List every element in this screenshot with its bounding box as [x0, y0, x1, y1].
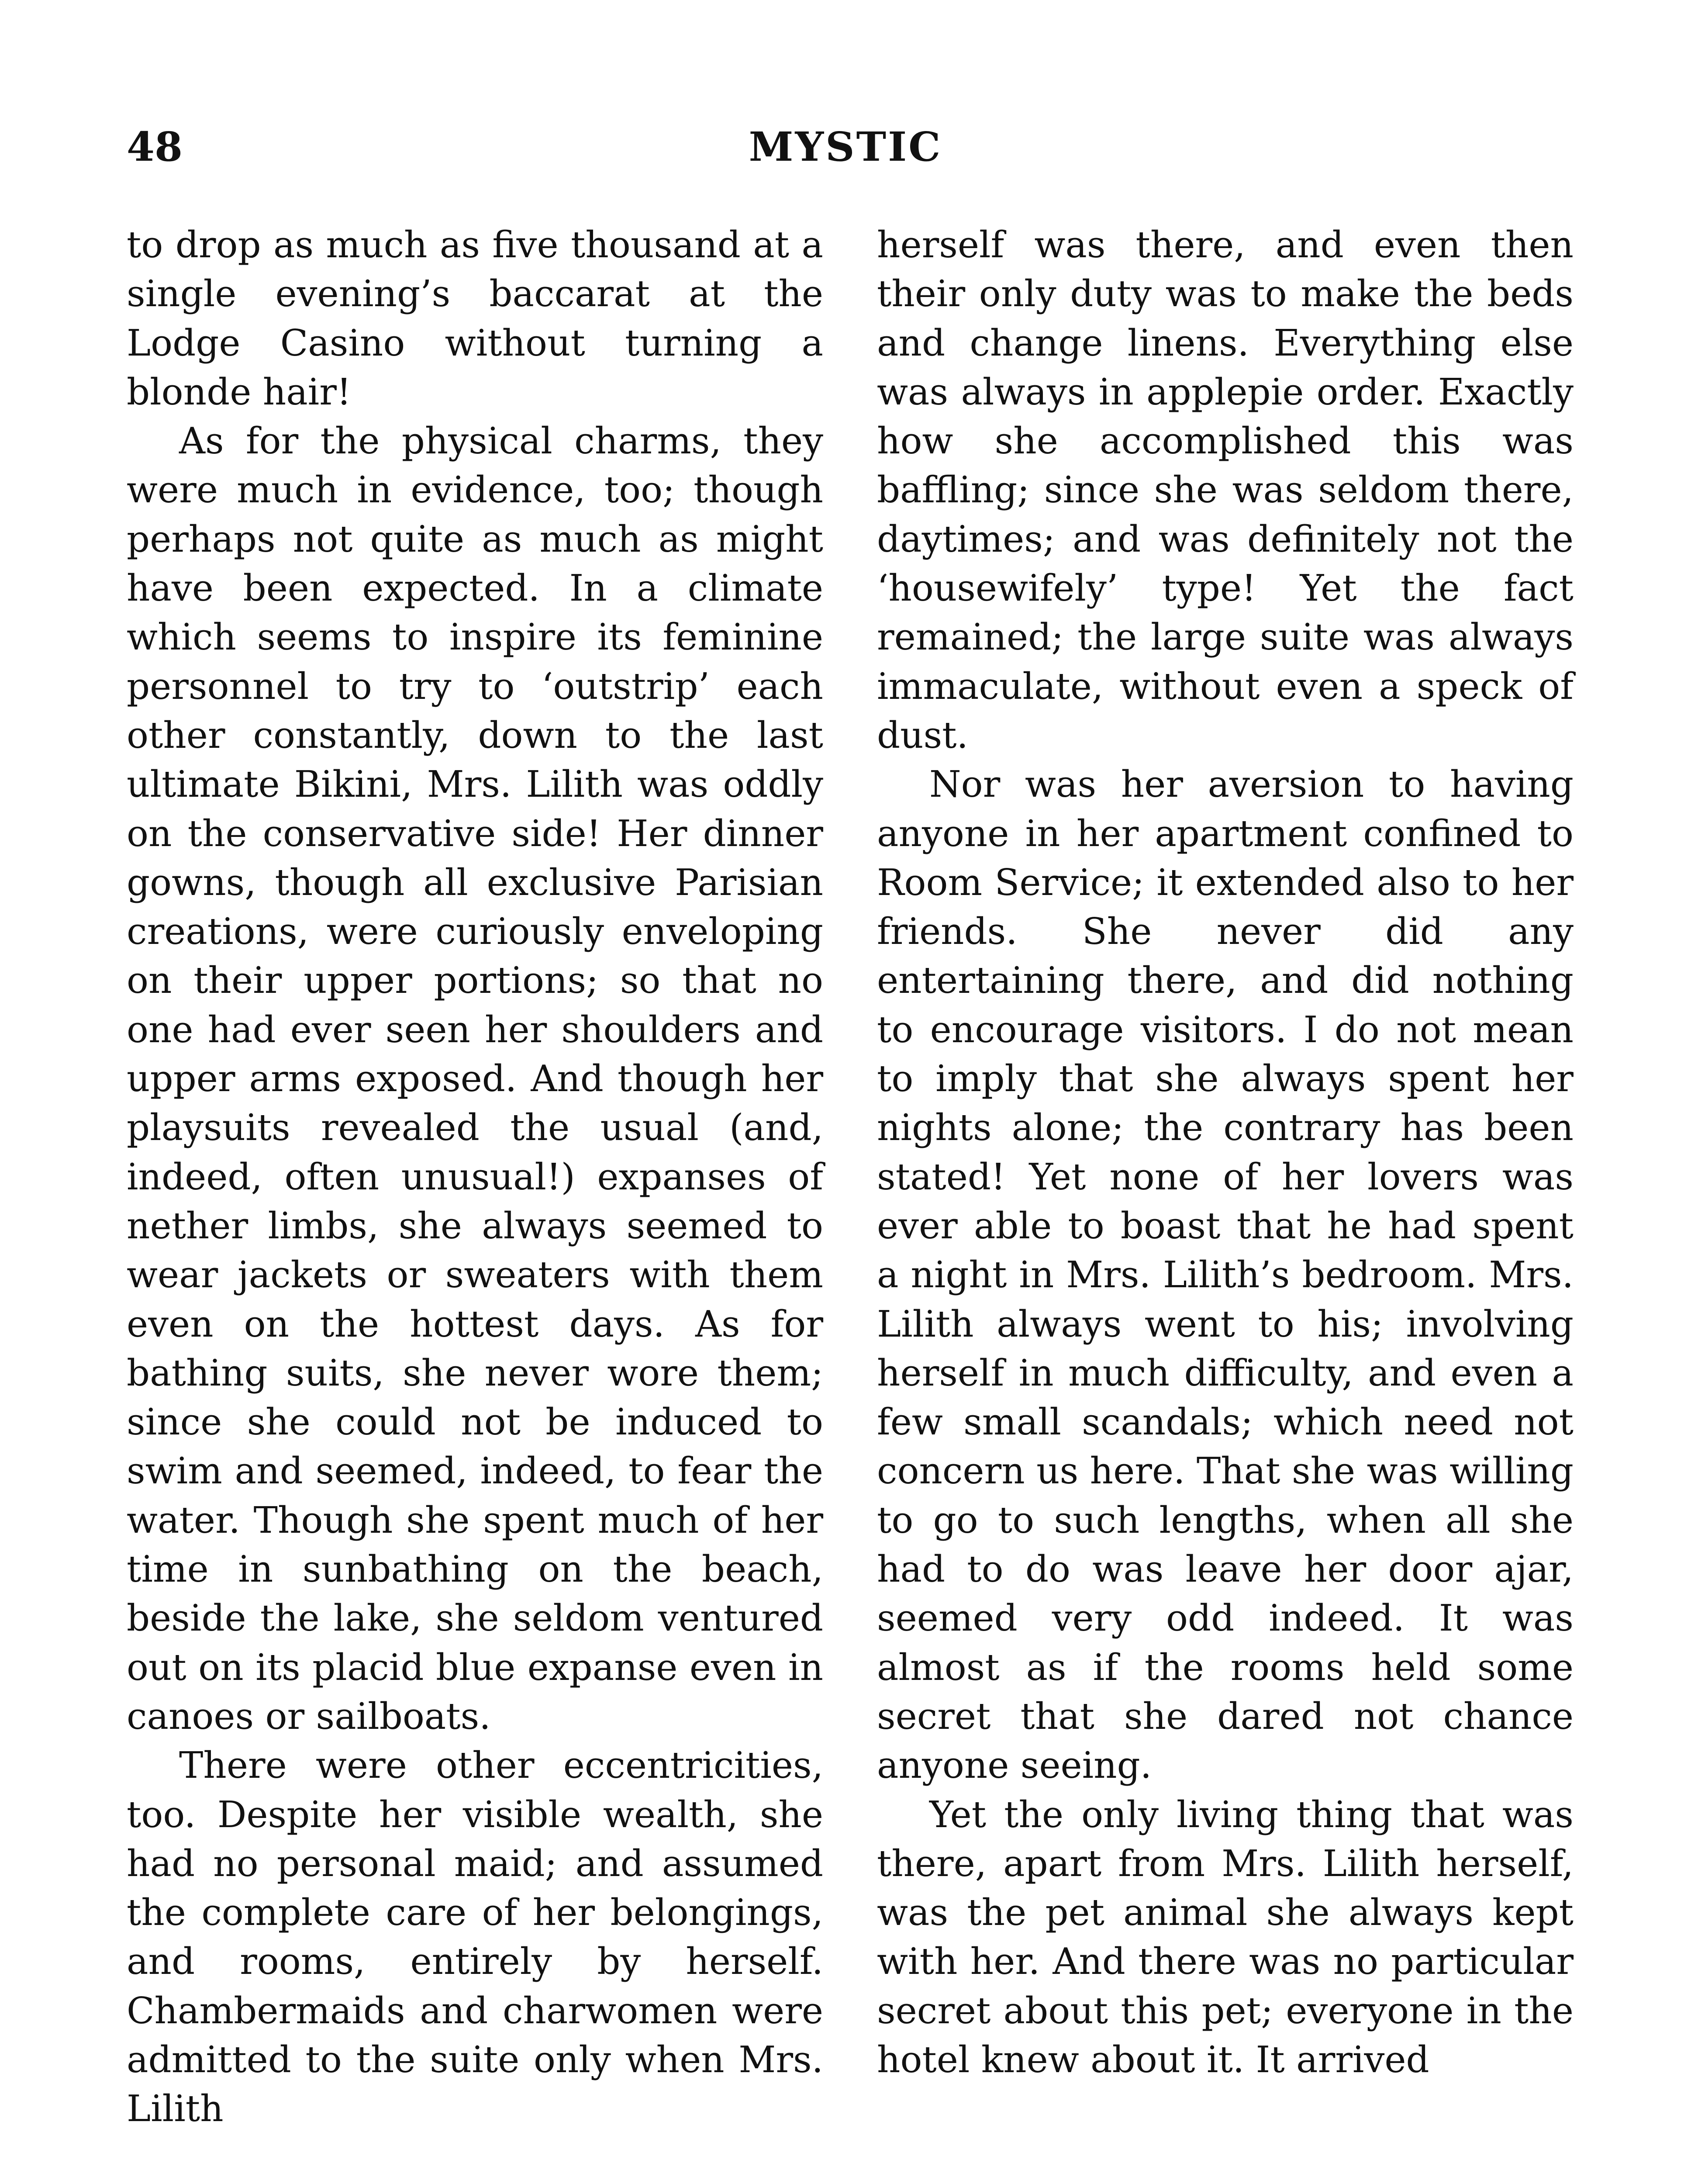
paragraph: As for the physical charms, they were much in evidence, too; though perhaps not quite as much as might have been expected. In a climate which seems to inspire its feminine personnel to try to ‘outstrip’ each other constantly, down to the last ultimate Bikini, Mrs. Lilith was oddly on the conservative side! Her dinner gowns, though all exclusive Parisian creations, were curiously enveloping on their upper portions; so that no one had ever seen her shoulders and upper arms exposed. And though her playsuits revealed the usual (and, indeed, often unusual!) expanses of nether limbs, she always seemed to wear jackets or sweaters with them even on the hottest days. As for bathing suits, she never wore them; since she could not be induced to swim and seemed, indeed, to fear the water. Though she spent much of her time in sunbathing on the beach, beside the lake, she seldom ventured out on its placid blue expanse even in canoes or sailboats.	[127, 420, 823, 1738]
paragraph: Nor was her aversion to having anyone in her apartment confined to Room Service; it extended also to her friends. She never did any entertaining there, and did nothing to encourage visitors. I do not mean to imply that she always spent her nights alone; the contrary has been stated! Yet none of her lovers was ever able to boast that he had spent a night in Mrs. Lilith’s bedroom. Mrs. Lilith always went to his; involving herself in much difficulty, and even a few small scandals; which need not concern us here. That she was willing to go to such lengths, when all she had to do was leave her door ajar, seemed very odd indeed. It was almost as if the rooms held some secret that she dared not chance anyone seeing.	[877, 763, 1574, 1787]
paragraph: herself was there, and even then their only duty was to make the beds and change linens. Everything else was always in applepie order. Exactly how she accomplished this was baffling; since she was seldom there, daytimes; and was definitely not the ‘housewifely’ type! Yet the fact remained; the large suite was always immaculate, without even a speck of dust.	[877, 224, 1574, 757]
paragraph: There were other eccentricities, too. Despite her visible wealth, she had no personal maid; and assumed the complete care of her belongings, and rooms, entirely by herself. Chambermaids and charwomen were admitted to the suite only when Mrs. Lilith	[127, 1744, 823, 2130]
right-text-column	[877, 221, 1574, 2084]
paragraph: Yet the only living thing that was there, apart from Mrs. Lilith herself, was the pet animal she always kept with her. And there was no particular secret about this pet; everyone in the hotel knew about it. It arrived	[877, 1793, 1574, 2081]
paragraph: to drop as much as five thousand at a single evening’s baccarat at the Lodge Casino without turning a blonde hair!	[127, 224, 823, 413]
page-number: 48	[127, 123, 183, 170]
running-head-title: MYSTIC	[749, 123, 942, 170]
left-text-column	[127, 221, 823, 2134]
